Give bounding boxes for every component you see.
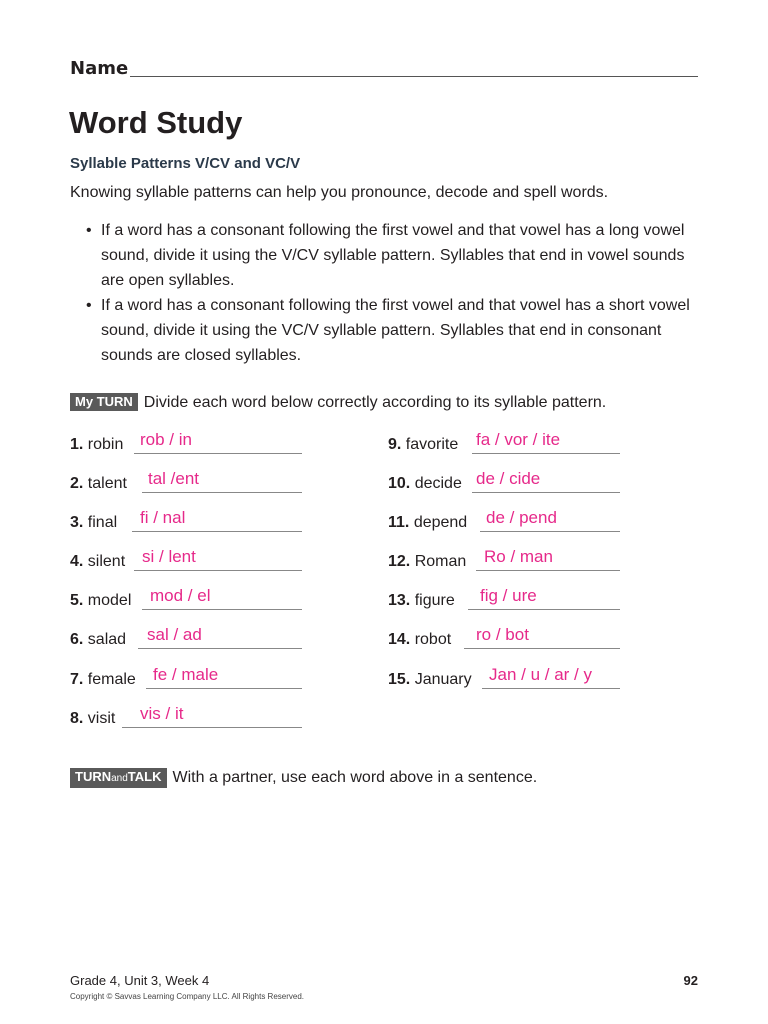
exercise-item-15 <box>388 665 628 691</box>
my-turn-instruction <box>70 392 710 414</box>
item-number: 1. <box>70 436 84 453</box>
copyright-notice: Copyright © Savvas Learning Company LLC. All Rights Reserved. <box>70 992 305 1001</box>
answer-text: fig / ure <box>480 586 537 605</box>
item-number: 12. <box>388 553 411 570</box>
answer-text: Jan / u / ar / y <box>489 665 592 684</box>
item-word: female <box>87 671 136 688</box>
item-word: robot <box>414 631 452 648</box>
intro-text: Knowing syllable patterns can help you pronounce, decode and spell words. <box>70 184 609 201</box>
item-number: 10. <box>388 475 411 492</box>
turn-and-talk-badge <box>70 768 167 788</box>
item-word: January <box>414 671 472 688</box>
item-number: 7. <box>70 671 84 688</box>
name-field[interactable] <box>130 76 698 77</box>
name-label: Name <box>70 58 129 79</box>
item-number: 15. <box>388 671 411 688</box>
turn-and-talk-text: With a partner, use each word above in a sentence. <box>172 769 538 786</box>
exercise-item-4 <box>70 547 310 573</box>
item-word: talent <box>87 475 127 492</box>
rule-item: • If a word has a consonant following the first vowel and that vowel has a short vowel sound, divide it using the VC/V syllable pattern. Syllables that end in consonant sounds are closed syllables. <box>86 293 706 368</box>
exercise-item-12 <box>388 547 628 573</box>
item-word: model <box>87 592 132 609</box>
exercise-item-13 <box>388 586 628 612</box>
answer-text: Ro / man <box>484 547 553 566</box>
item-word: visit <box>87 710 116 727</box>
rules-list <box>86 218 706 368</box>
answer-text: ro / bot <box>476 625 529 644</box>
answer-text: vis / it <box>140 704 184 723</box>
exercise-item-10 <box>388 469 628 495</box>
turn-and-talk-instruction <box>70 767 710 789</box>
name-row <box>70 58 698 80</box>
exercise-item-6 <box>70 625 310 651</box>
badge-turn: TURN <box>75 769 112 784</box>
answer-text: fa / vor / ite <box>476 430 561 449</box>
page-number: 92 <box>683 973 698 988</box>
exercise-item-1 <box>70 430 310 456</box>
item-word: robin <box>87 436 124 453</box>
item-number: 2. <box>70 475 84 492</box>
item-number: 8. <box>70 710 84 727</box>
my-turn-badge <box>70 393 138 411</box>
item-word: salad <box>87 631 127 648</box>
exercise-item-8 <box>70 704 310 730</box>
my-turn-badge-my: My <box>75 394 94 409</box>
exercise-item-11 <box>388 508 628 534</box>
my-turn-text: Divide each word below correctly according to its syllable pattern. <box>143 394 607 411</box>
exercise-item-3 <box>70 508 310 534</box>
answer-text: de / pend <box>486 508 557 527</box>
answer-text: fe / male <box>153 665 219 684</box>
exercise-item-5 <box>70 586 310 612</box>
item-number: 3. <box>70 514 84 531</box>
item-number: 9. <box>388 436 402 453</box>
rule-item: • If a word has a consonant following the first vowel and that vowel has a long vowel sound, divide it using the V/CV syllable pattern. Syllables that end in vowel sounds are open syllables. <box>86 218 706 293</box>
item-number: 4. <box>70 553 84 570</box>
item-word: decide <box>414 475 462 492</box>
item-number: 5. <box>70 592 84 609</box>
section-subtitle: Syllable Patterns V/CV and VC/V <box>70 155 301 172</box>
answer-text: tal /ent <box>148 469 200 488</box>
footer-location: Grade 4, Unit 3, Week 4 <box>70 973 210 988</box>
item-number: 14. <box>388 631 411 648</box>
item-number: 13. <box>388 592 411 609</box>
exercise-item-7 <box>70 665 310 691</box>
answer-text: si / lent <box>142 547 196 566</box>
exercise-item-2 <box>70 469 310 495</box>
item-word: final <box>87 514 118 531</box>
exercise-item-14 <box>388 625 628 651</box>
item-word: silent <box>87 553 126 570</box>
badge-talk: TALK <box>127 769 162 784</box>
item-word: favorite <box>405 436 459 453</box>
answer-text: mod / el <box>150 586 211 605</box>
my-turn-badge-turn: TURN <box>96 394 133 409</box>
item-number: 11. <box>388 514 410 531</box>
answer-text: rob / in <box>140 430 192 449</box>
answer-text: de / cide <box>476 469 541 488</box>
page-title: Word Study <box>69 105 243 140</box>
item-word: figure <box>414 592 455 609</box>
answer-text: fi / nal <box>140 508 186 527</box>
badge-and: and <box>111 773 128 784</box>
item-word: Roman <box>414 553 467 570</box>
item-word: depend <box>413 514 468 531</box>
item-number: 6. <box>70 631 84 648</box>
answer-text: sal / ad <box>147 625 202 644</box>
exercise-item-9 <box>388 430 628 456</box>
